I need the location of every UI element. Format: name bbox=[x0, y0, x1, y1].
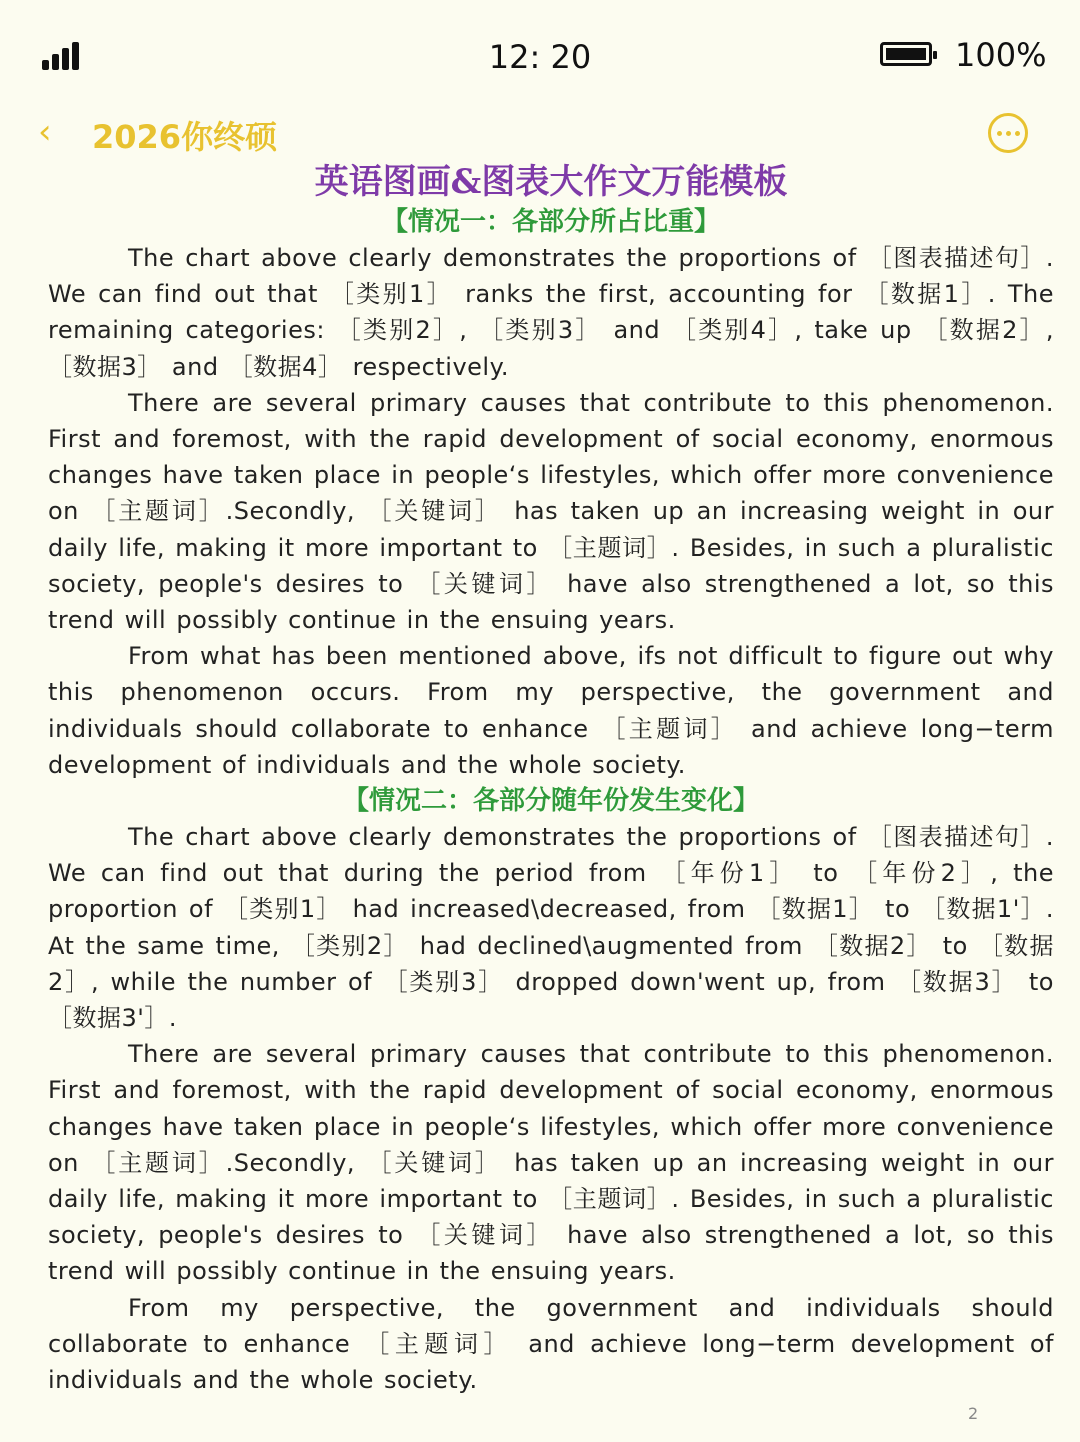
section-heading-2: 【情况二：各部分随年份发生变化】 bbox=[342, 786, 759, 817]
document-body bbox=[48, 160, 1054, 1398]
paragraph: The chart above clearly demonstrates the proportions of ［图表描述句］. We can find out that ［类别1］ ranks the first, accounting for ［数据1］. The remaining categories: ［类别2］, ［类别3］ and ［类别4］, take up ［数据2］, ［数据3］ and ［数据4］ respectively. bbox=[48, 244, 1054, 381]
chevron-left-icon[interactable]: ‹ bbox=[38, 112, 52, 152]
paragraph: From my perspective, the government and individuals should collaborate to enhance ［主题词］ and achieve long−term development of individuals and the whole society. bbox=[48, 1293, 1054, 1395]
paragraph: There are several primary causes that contribute to this phenomenon. First and foremost, with the rapid development of social economy, enormous changes have taken place in people‘s lifestyles, which offer more convenience on ［主题词］.Secondly, ［关键词］ has taken up an increasing weight in our daily life, making it more important to ［主题词］. Besides, in such a pluralistic society, people's desires to ［关键词］ have also strengthened a lot, so this trend will possibly continue in the ensuing years. bbox=[48, 388, 1054, 635]
battery-percent: 100% bbox=[955, 36, 1047, 74]
more-dots-icon[interactable] bbox=[988, 113, 1028, 153]
paragraph: The chart above clearly demonstrates the proportions of ［图表描述句］. We can find out that during the period from ［年份1］ to ［年份2］, the proportion of ［类别1］ had increased\decreased, from ［数据1］ to ［数据1'］. At the same time, ［类别2］ had declined\augmented from ［数据2］ to ［数据2］, while the number of ［类别3］ dropped down'went up, from ［数据3］ to ［数据3'］. bbox=[48, 823, 1054, 1033]
status-time: 12: 20 bbox=[488, 38, 592, 76]
paragraph: From what has been mentioned above, ifs not difficult to figure out why this phenomenon occurs. From my perspective, the government and individuals should collaborate to enhance ［主题词］ and achieve long−term development of individuals and the whole society. bbox=[48, 642, 1054, 779]
page-number: 2 bbox=[968, 1404, 979, 1423]
nav-title: 2026你终硕 bbox=[92, 118, 278, 156]
section-heading-1: 【情况一：各部分所占比重】 bbox=[381, 207, 720, 237]
status-bar bbox=[0, 0, 1080, 100]
paragraph: There are several primary causes that contribute to this phenomenon. First and foremost, with the rapid development of social economy, enormous changes have taken place in people‘s lifestyles, which offer more convenience on ［主题词］.Secondly, ［关键词］ has taken up an increasing weight in our daily life, making it more important to ［主题词］. Besides, in such a pluralistic society, people's desires to ［关键词］ have also strengthened a lot, so this trend will possibly continue in the ensuing years. bbox=[48, 1040, 1054, 1286]
battery-full-icon bbox=[880, 42, 932, 66]
document-title: 英语图画&图表大作文万能模板 bbox=[314, 162, 788, 202]
